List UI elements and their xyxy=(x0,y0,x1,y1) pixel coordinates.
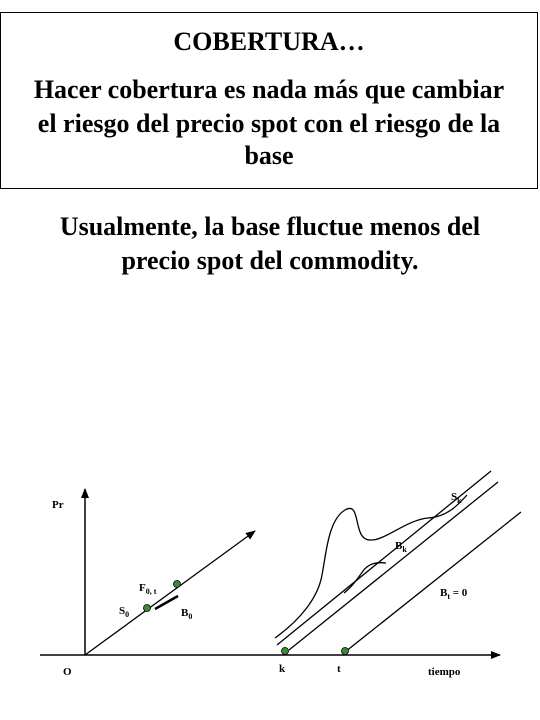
statement-line-1: Usualmente, la base fluctue menos del xyxy=(59,212,481,241)
origin-label: O xyxy=(63,666,72,678)
k-label: k xyxy=(279,663,286,675)
f0t-subscript: 0, t xyxy=(145,587,157,596)
sk-main: S xyxy=(451,491,458,503)
bt-subscript: t xyxy=(447,592,451,601)
s0-label xyxy=(119,605,129,619)
y-axis-label: Pr xyxy=(52,499,64,511)
futures-price-line xyxy=(85,531,255,655)
x-axis-label: tiempo xyxy=(428,666,461,678)
s0-main: S xyxy=(119,605,126,617)
box-title: COBERTURA… xyxy=(173,27,365,56)
b0-subscript: 0 xyxy=(188,612,193,621)
s0-point-marker xyxy=(144,605,151,612)
t-point-marker xyxy=(342,648,349,655)
t-label: t xyxy=(337,663,341,675)
s0-subscript: 0 xyxy=(125,610,130,619)
bt-main: B xyxy=(440,587,448,599)
box-line-2: el riesgo del precio spot con el riesgo de la xyxy=(37,109,501,138)
bt-equals-zero: = 0 xyxy=(450,587,468,599)
bk-main: B xyxy=(395,540,403,552)
statement-line-2: precio spot del commodity. xyxy=(121,246,419,275)
bt-label xyxy=(440,587,468,601)
spot-price-curve xyxy=(275,495,467,638)
box-line-3: base xyxy=(244,141,294,170)
b0-main: B xyxy=(181,607,189,619)
k-point-marker xyxy=(282,648,289,655)
bk-subscript: k xyxy=(402,545,407,554)
f0t-main: F xyxy=(139,582,146,594)
sk-subscript: k xyxy=(457,496,462,505)
futures-convergence-line xyxy=(289,482,498,650)
f0t-point-marker xyxy=(174,581,181,588)
bk-label xyxy=(395,540,407,554)
basis-zero-line xyxy=(345,512,521,652)
basis-b0-segment xyxy=(155,596,178,609)
b0-label xyxy=(181,607,192,621)
f0t-label xyxy=(139,582,157,596)
sk-label xyxy=(451,491,462,505)
box-line-1: Hacer cobertura es nada más que cambiar xyxy=(33,75,505,104)
